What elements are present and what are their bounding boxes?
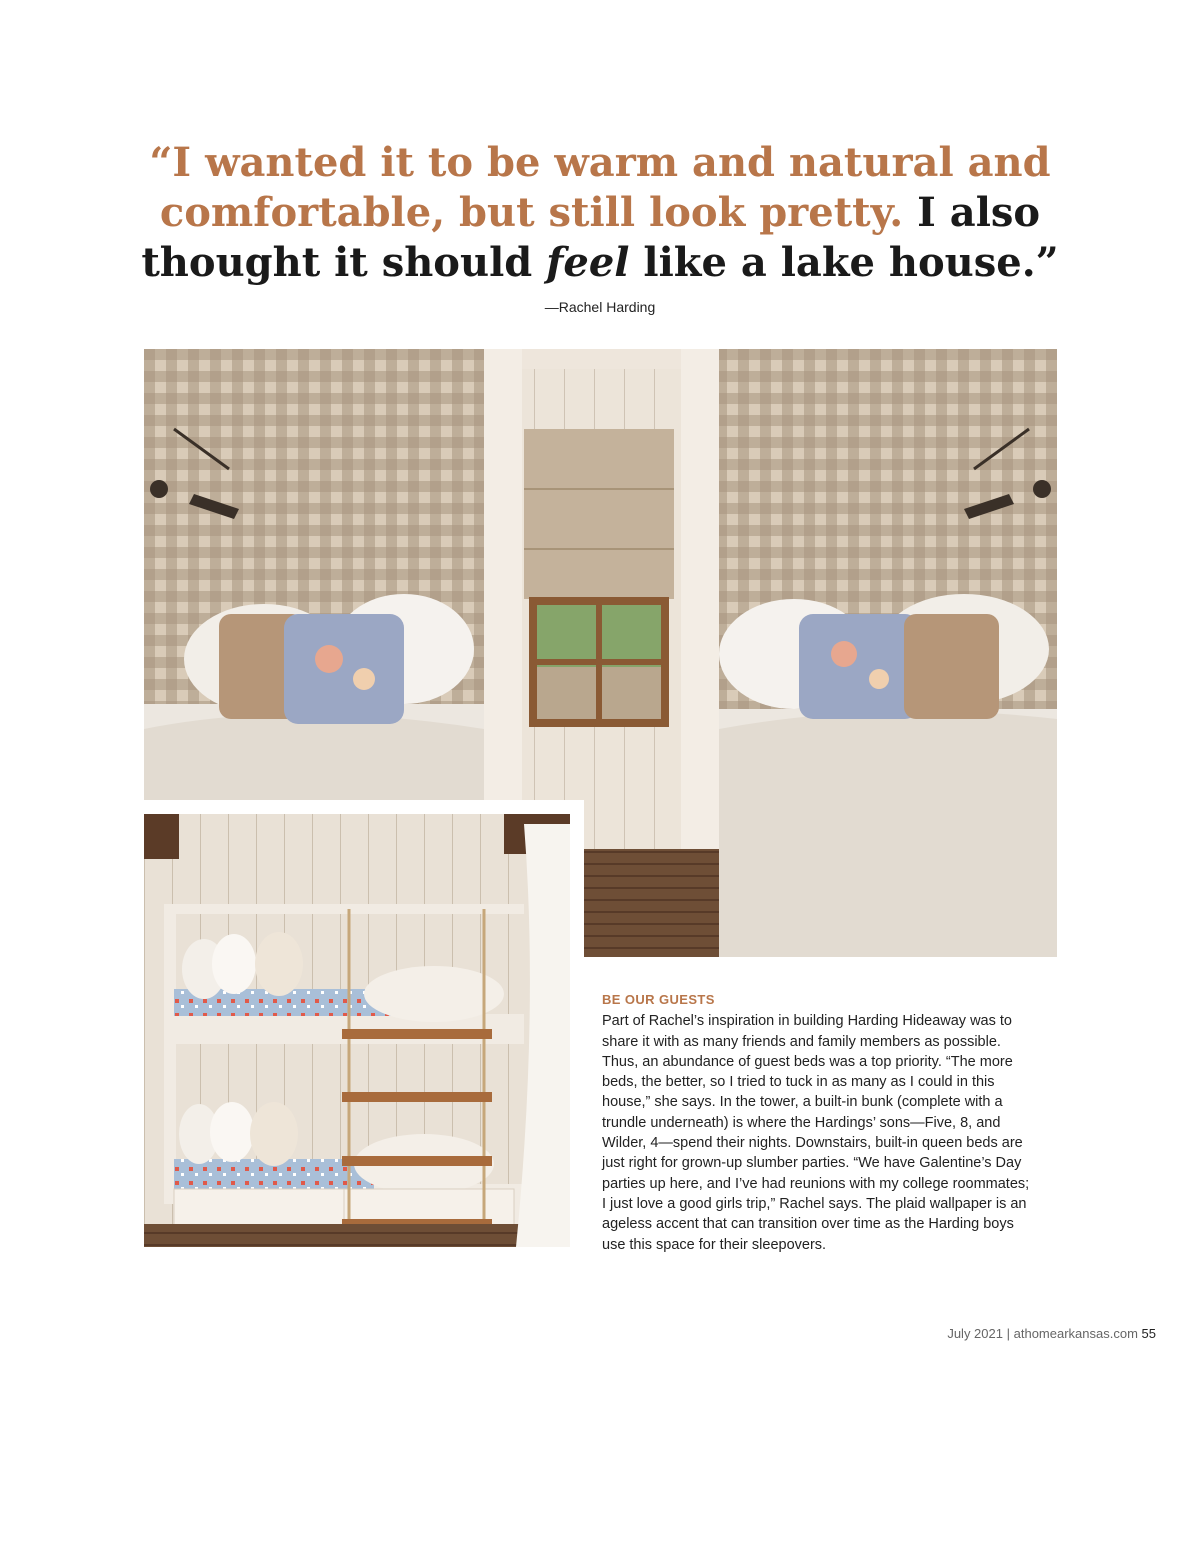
footer-site: athomearkansas.com (1013, 1326, 1138, 1341)
page-footer (947, 1326, 1156, 1341)
footer-separator: | (1006, 1326, 1010, 1341)
pull-quote (100, 138, 1100, 288)
page-number: 55 (1141, 1326, 1156, 1341)
caption-body: Part of Rachel’s inspiration in building Harding Hideaway was to share it with as many friends and family members as possible. Thus, an abundance of guest beds was a top priority. “The more beds, the better, so I tried to tuck in as many as I could in this house,” she says. In the tower, a built-in bunk (complete with a trundle underneath) is where the Hardings’ sons—Five, 8, and Wilder, 4—spend their nights. Downstairs, built-in queen beds are just right for grown-up slumber parties. “We have Galentine’s Day parties up here, and I’ve had reunions with my college roommates; I just love a good girls trip,” Rachel says. The plaid wallpaper is an ageless accent that can transition over time as the Harding boys use this space for their sleepovers. (602, 1013, 1030, 1253)
pull-quote-italic: feel (546, 239, 630, 286)
footer-date: July 2021 (947, 1326, 1003, 1341)
pull-quote-text: I also thought it should (141, 189, 1041, 286)
caption-kicker: BE OUR GUESTS (602, 992, 715, 1007)
pull-quote-end: like a lake house.” (629, 239, 1059, 286)
photo-caption (602, 990, 1032, 1255)
bunk-bed-photo (144, 814, 570, 1247)
quote-attribution: —Rachel Harding (544, 299, 656, 315)
pull-quote-accent: “I wanted it to be warm and natural and comfortable, but still look pretty. (149, 139, 1051, 236)
